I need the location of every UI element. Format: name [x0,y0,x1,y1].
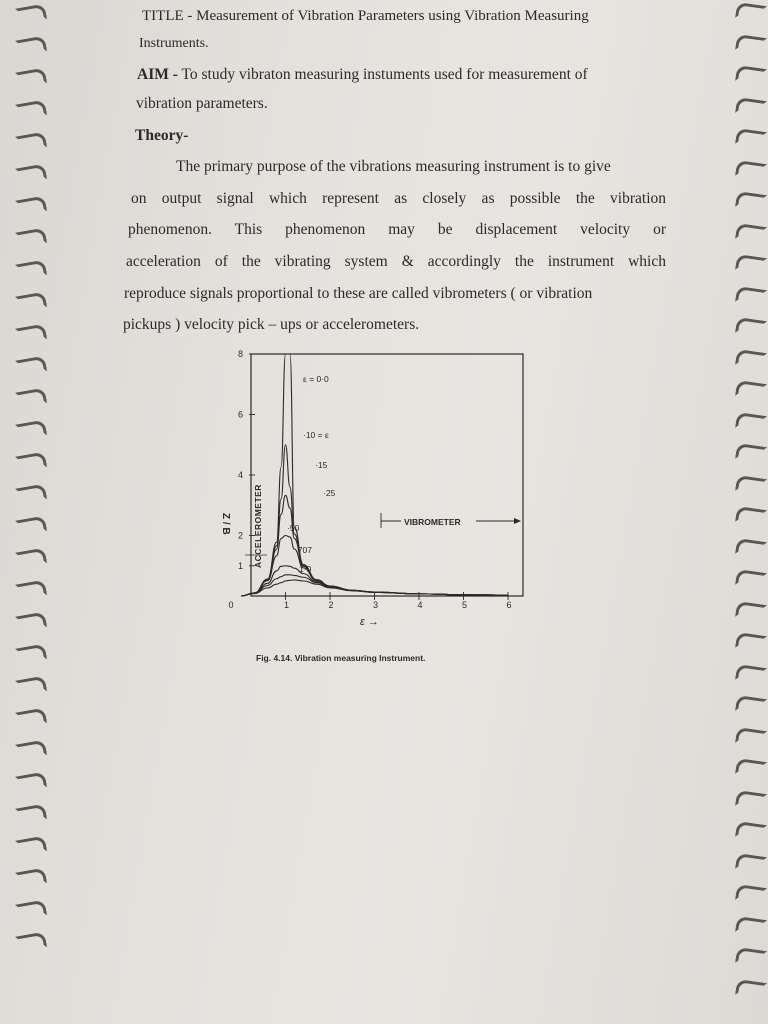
response-curve [241,354,508,596]
theory-line-3: phenomenon. This phenomenon may be displacement velocity or [128,221,666,238]
x-tick-label: 4 [417,600,423,610]
curve-label: ·707 [295,545,313,555]
curve-label: ·10 = ε [303,430,329,440]
aim-label: AIM - [137,66,178,83]
vibrometer-label: VIBROMETER [404,517,461,527]
curve-label: ε = 0·0 [303,374,329,384]
theory-heading: Theory- [135,127,189,144]
theory-line-6: pickups ) velocity pick – ups or accelerometers. [123,316,420,333]
theory-line-1: The primary purpose of the vibrations measuring instrument is to give [176,158,611,175]
x-tick-label: 5 [461,600,468,610]
vibrometer-arrow-head [514,518,521,524]
aim-line-2: vibration parameters. [136,95,268,112]
title-label: TITLE - [142,8,193,24]
aim-line [137,66,588,84]
x-tick-label: 2 [328,600,334,610]
curve-label: 1·0 [299,564,312,574]
response-curves [241,354,508,596]
y-tick-label: 8 [237,349,243,359]
curve-labels [287,374,336,574]
vibration-chart [205,340,535,640]
theory-line-2: on output signal which represent as closely as possible the vibration [131,190,666,207]
response-curve [241,536,508,597]
response-curve [241,566,508,596]
curve-label: ·15 [315,460,328,470]
x-tick-label: 0 [228,600,234,610]
response-curve [241,495,508,596]
x-tick-label: 3 [372,600,379,610]
y-tick-label: 4 [237,470,243,480]
accelerometer-label: ACCELEROMETER [253,484,263,568]
y-tick-label: 1 [237,560,243,571]
title-text: Measurement of Vibration Parameters using Vibration Measuring [196,8,589,24]
theory-line-4: acceleration of the vibrating system & accordingly the instrument which [126,253,666,270]
title-line-2: Instruments. [139,36,209,51]
curve-label: ·25 [323,488,336,498]
theory-line-5: reproduce signals proportional to these are called vibrometers ( or vibration [124,285,593,302]
x-tick-label: 6 [506,600,512,610]
title-line [142,8,589,25]
x-axis-title: ε → [360,616,379,628]
curve-label: ·50 [287,523,300,533]
y-tick-label: 6 [237,409,243,420]
x-tick-label: 1 [283,600,290,610]
y-axis-title: Z / B [220,513,231,535]
aim-text: To study vibraton measuring instuments used for measurement of [181,66,588,83]
figure-caption: Fig. 4.14. Vibration measuring Instrument. [256,653,426,663]
y-tick-label: 2 [237,530,243,541]
